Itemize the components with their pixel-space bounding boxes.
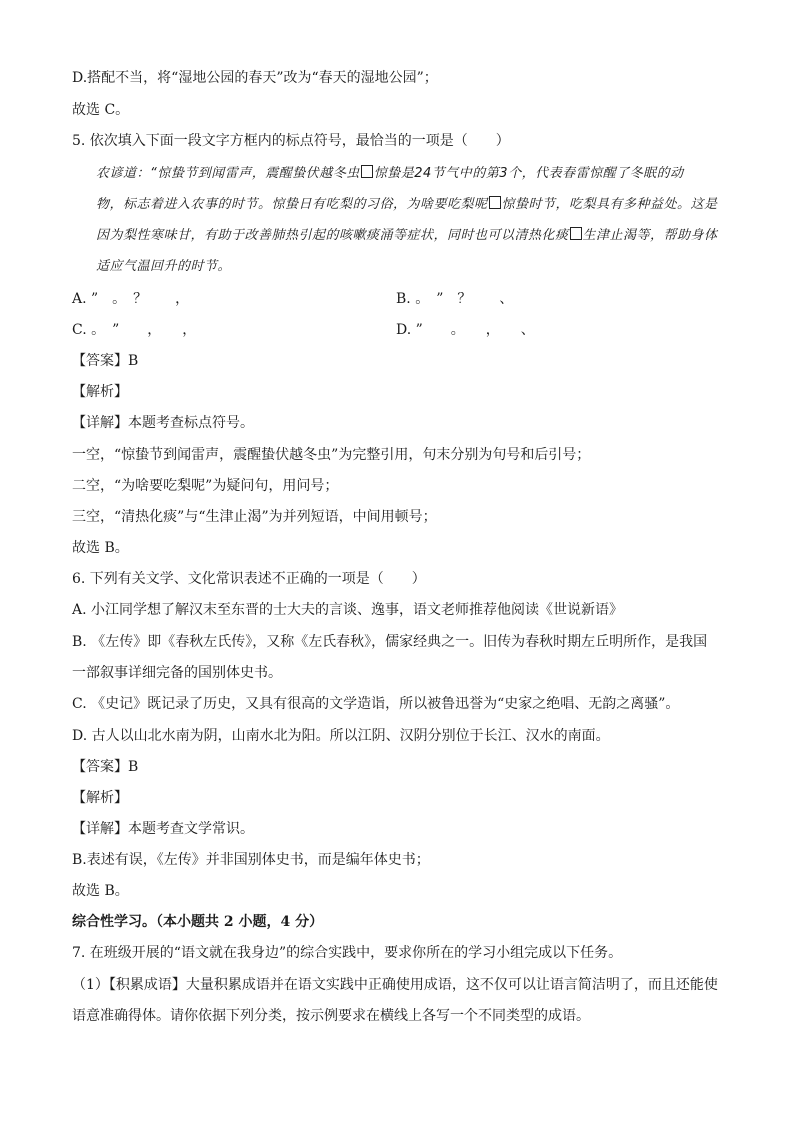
- blank-box-1: [361, 165, 373, 178]
- answer-conclusion: 故选 B。: [72, 540, 129, 556]
- question-7-stem: 7. 在班级开展的“语文就在我身边”的综合实践中，要求你所在的学习小组完成以下任务。: [72, 945, 623, 961]
- option-d-explanation: D.搭配不当，将“湿地公园的春天”改为“春天的湿地公园”；: [72, 70, 438, 86]
- answer-conclusion: 故选 C。: [72, 102, 130, 118]
- question-6-option-b: B. 《左传》即《春秋左氏传》，又称《左氏春秋》，儒家经典之一。旧传为春秋时期左丘明所作，是我国: [72, 634, 708, 650]
- question-6-option-d: D. 古人以山北水南为阴，山南水北为阳。所以江阴、汉阴分别位于长江、汉水的南面。: [72, 728, 610, 744]
- question-5-passage-line: 适应气温回升的时节。: [96, 259, 232, 274]
- explanation-line: B.表述有误，《左传》并非国别体史书，而是编年体史书；: [72, 852, 430, 868]
- question-5-passage-line: 农谚道：“惊蛰节到闻雷声，震醒蛰伏越冬虫 惊蛰是24节气中的第3个，代表春雷惊醒了冬眠的动: [96, 166, 684, 181]
- explanation-line: 三空，“清热化痰”与“生津止渴”为并列短语，中间用顿号；: [72, 509, 437, 525]
- question-6-option-a: A. 小江同学想了解汉末至东晋的士大夫的言谈、逸事，语文老师推荐他阅读《世说新语》: [72, 602, 624, 618]
- question-5-passage-line: 物，标志着进入农事的时节。惊蛰日有吃梨的习俗，为啥要吃梨呢 惊蛰时节，吃梨具有多种益处。这是: [96, 197, 718, 212]
- analysis-heading: 【解析】: [72, 384, 128, 400]
- detail-line: 【详解】本题考查标点符号。: [72, 415, 254, 431]
- question-6-option-b-cont: 一部叙事详细完备的国别体史书。: [72, 665, 282, 681]
- analysis-heading: 【解析】: [72, 790, 128, 806]
- question-6-stem: 6. 下列有关文学、文化常识表述不正确的一项是（ ）: [72, 571, 426, 587]
- question-6-option-c: C. 《史记》既记录了历史，又具有很高的文学造诣，所以被鲁迅誉为“史家之绝唱、无韵之离骚”。: [72, 696, 680, 712]
- option-b: B. 。 ” ？ 、: [396, 291, 514, 307]
- detail-line: 【详解】本题考查文学常识。: [72, 821, 254, 837]
- explanation-line: 二空，“为啥要吃梨呢”为疑问句，用问号；: [72, 478, 339, 494]
- answer-line: 【答案】B: [72, 353, 139, 369]
- answer-line: 【答案】B: [72, 759, 139, 775]
- option-d: D. ” 。 ， 、: [396, 322, 535, 338]
- blank-box-2: [489, 196, 501, 209]
- question-5-passage-line: 因为梨性寒味甘，有助于改善肺热引起的咳嗽痰涌等症状，同时也可以清热化痰 生津止渴等，帮助身体: [96, 228, 718, 243]
- blank-box-3: [570, 227, 582, 240]
- explanation-line: 一空，“惊蛰节到闻雷声，震醒蛰伏越冬虫”为完整引用，句末分别为句号和后引号；: [72, 447, 591, 463]
- task-1-text-cont: 语意准确得体。请你依据下列分类，按示例要求在横线上各写一个不同类型的成语。: [72, 1008, 590, 1024]
- option-c: C. 。 ” ， ，: [72, 322, 197, 338]
- option-a: A. ” 。 ？ ，: [72, 291, 190, 307]
- section-heading: 综合性学习。（本小题共 2 小题，4 分）: [72, 914, 324, 930]
- question-5-stem: 5. 依次填入下面一段文字方框内的标点符号，最恰当的一项是（ ）: [72, 133, 510, 149]
- task-1-text: （1）【积累成语】大量积累成语并在语文实践中正确使用成语，这不仅可以让语言简洁明了，而且还能使: [72, 977, 718, 993]
- answer-conclusion: 故选 B。: [72, 883, 129, 899]
